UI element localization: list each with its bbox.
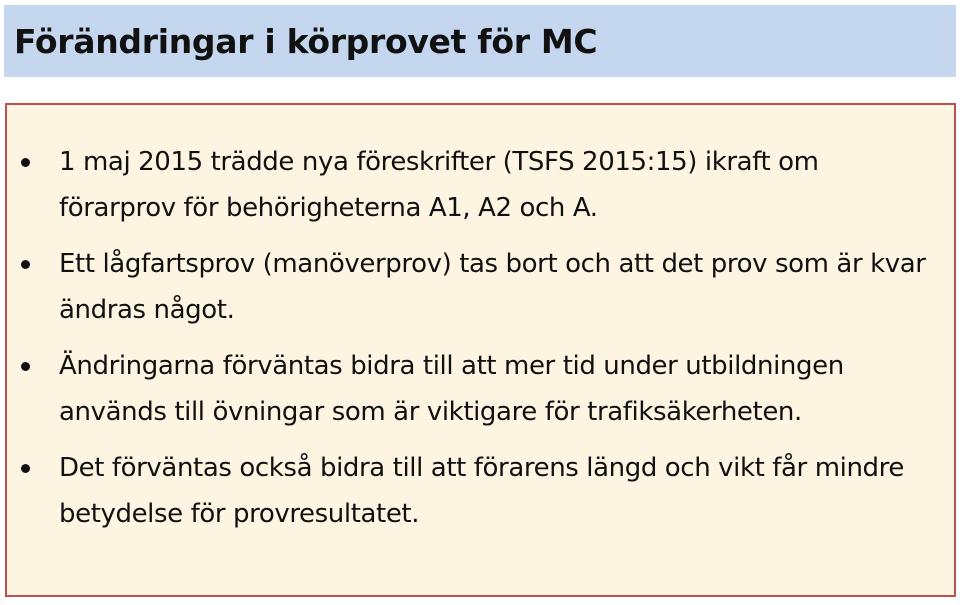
- bullet-text: Ett lågfartsprov (manöverprov) tas bort och att det prov som är kvar ändras något.: [59, 249, 926, 325]
- bullet-dot-icon: [21, 464, 30, 473]
- bullet-item: [7, 343, 954, 435]
- bullet-dot-icon: [21, 158, 30, 167]
- bullet-item: [7, 241, 954, 333]
- bullet-item: [7, 445, 954, 537]
- bullet-dot-icon: [21, 260, 30, 269]
- bullet-text: Det förväntas också bidra till att förarens längd och vikt får mindre betydelse för provresultatet.: [59, 453, 904, 529]
- slide-title: Förändringar i körprovet för MC: [14, 21, 598, 61]
- bullet-list: [7, 139, 954, 547]
- content-box: [5, 103, 956, 597]
- bullet-item: [7, 139, 954, 231]
- bullet-dot-icon: [21, 362, 30, 371]
- bullet-text: Ändringarna förväntas bidra till att mer tid under utbildningen används till övningar som är viktigare för trafiksäkerheten.: [59, 351, 844, 427]
- title-bar: [4, 5, 956, 77]
- bullet-text: 1 maj 2015 trädde nya föreskrifter (TSFS 2015:15) ikraft om förarprov för behörigheterna A1, A2 och A.: [59, 147, 819, 223]
